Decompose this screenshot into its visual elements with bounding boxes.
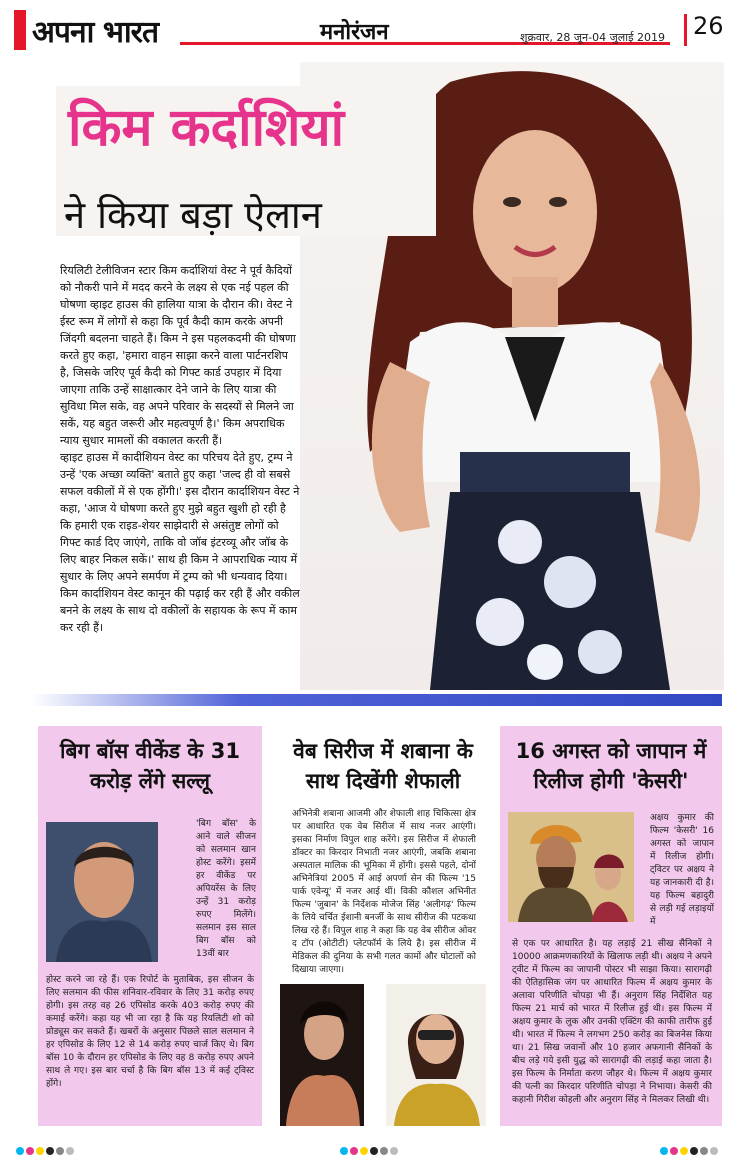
salman-intro-text: 'बिग बॉस' के आने वाले सीजन को सलमान खान होस्ट करेंगे। इसमें हर वीकेंड पर अपियरेंस के लिए उन्हें 31 करोड़ रुपए मिलेंगे। सलमान इस साल बिग बॉस को 13वीं बार (196, 819, 256, 959)
kesari-poster-illustration (508, 812, 634, 922)
cyan-dot (660, 1147, 668, 1155)
light-gray-dot (390, 1147, 398, 1155)
yellow-dot (680, 1147, 688, 1155)
salman-story-box (38, 726, 262, 1126)
kesari-body-text: से एक पर आधारित है। यह लड़ाई 21 सीख सैनिकों ने 10000 आक्रमणकारियों के खिलाफ लड़ी थी। अक्षय ने अपने ट्वीट में फिल्म का जापानी पोस्टर भी साझा किया। सारागढ़ी की ऐतिहासिक जंग पर आधारित फिल्म में अक्षय कुमार के अलावा परिणीति चोपड़ा भी हैं। अनुराग सिंह निर्देशित यह फिल्म 21 मार्च को भारत में रिलीज हुई थी। इस फिल्म में अक्षय कुमार के लुक और उनकी एक्टिंग की काफी तारीफ हुई थी। भारत में फिल्म ने लगभग 250 करोड़ का बिजनेस किया था। 21 सिख जवानों और 10 हजार अफगानी सैनिकों के बीच लड़े गये इसी युद्ध को सारागढ़ी की लड़ाई कहा जाता है। इस फिल्म के निर्माता करण जौहर थे। फिल्म में अक्षय कुमार की पत्नी का किरदार परिणीति चोपड़ा ने निभाया। केसरी की कहानी गिरीश कोहली और अनुराग सिंह ने मिलकर लिखी थी। (512, 939, 712, 1105)
kesari-intro-text: अक्षय कुमार की फिल्म 'केसरी' 16 अगस्त को जापान में रिलीज होगी। ट्विटर पर अक्षय ने यह जानकारी दी है। यह फिल्म बहादुरी से लड़ी गई लड़ाइयों में (650, 813, 714, 927)
story-paragraph: व्हाइट हाउस में कादीशियन वेस्ट का परिचय देते हुए, ट्रम्प ने उन्हें 'एक अच्छा व्यक्ति' बताते हुए कहा 'जल्द ही वो सबसे सफल वकीलों में से एक होंगी।' इस दौरान कार्दाशियन वेस्ट ने कहा, 'आज ये घोषणा करते हुए मुझे बहुत खुशी हो रही है कि हमारी एक राइड-शेयर साझेदारी से असंतुष्ट लोगों को गिफ्ट कार्ड दिए जाएंगे, ताकि वो जॉब इंटरव्यू और जॉब के लिए बाहर निकल सकें।' साथ ही किम ने आपराधिक न्याय में सुधार के लिए अपने समर्पण में ट्रम्प को भी धन्यवाद दिया। किम कार्दाशियन वेस्ट कानून की पढ़ाई कर रही हैं और वकील बनने के लक्ष्य के साथ दो वकीलों के सहायक के रूप में काम कर रही हैं। (60, 451, 300, 634)
shabana-photo-illustration (280, 984, 364, 1126)
yellow-dot (36, 1147, 44, 1155)
yellow-dot (360, 1147, 368, 1155)
kesari-story-box (500, 726, 722, 1126)
salman-photo-illustration (46, 822, 158, 962)
footer-registration-dots-right (660, 1140, 720, 1159)
shefali-photo (386, 984, 486, 1126)
black-dot (46, 1147, 54, 1155)
gray-dot (700, 1147, 708, 1155)
magenta-dot (350, 1147, 358, 1155)
page-number: 26 (693, 12, 724, 40)
footer-registration-dots-center (340, 1140, 400, 1159)
shabana-body-text: अभिनेत्री शबाना आजमी और शेफाली शाह चिकित्सा क्षेत्र पर आधारित एक वेब सिरीज में साथ नजर आएंगी। इसका निर्माण विपुल शाह करेंगे। इस सिरीज में शेफाली डॉक्टर का किरदार निभाती नजर आएंगी, जबकि शबाना अस्पताल मालिक की भूमिका में होंगी। इससे पहले, दोनों अभिनेत्रियां 2005 में आई अपर्णा सेन की फिल्म '15 पार्क एवेन्यू' में नजर आई थीं। विकी कौशल अभिनीत फिल्म 'जुबान' के निर्देशक मोजेज सिंह 'अलीगढ़' फिल्म के लिये चर्चित ईशानी बनर्जी के साथ सीरीज की पटकथा लिख रहे हैं। विपुल शाह ने कहा कि यह वेब सीरीज ओवर द टॉप (ओटीटी) प्लेटफॉर्म के लिये है। इस सीरीज में मेडिकल की दुनिया के सभी गलत कामों और घोटालों को दिखाया जाएगा। (292, 809, 476, 975)
shefali-photo-illustration (386, 984, 486, 1126)
section-title: मनोरंजन (320, 20, 389, 45)
footer-registration-dots-left (16, 1140, 76, 1159)
page-header (0, 0, 737, 60)
black-dot (370, 1147, 378, 1155)
section-divider-bar (32, 694, 722, 706)
light-gray-dot (710, 1147, 718, 1155)
magenta-dot (26, 1147, 34, 1155)
salman-headline: बिग बॉस वीकेंड के 31 करोड़ लेंगे सल्लू (60, 739, 240, 793)
page-number-divider (684, 14, 687, 46)
main-subheadline: ने किया बड़ा ऐलान (64, 193, 322, 237)
logo-mark (14, 10, 26, 50)
magenta-dot (670, 1147, 678, 1155)
issue-date: शुक्रवार, 28 जून-04 जुलाई 2019 (520, 31, 665, 44)
main-headline: किम कर्दाशियां (68, 98, 345, 158)
kesari-headline: 16 अगस्त को जापान में रिलीज होगी 'केसरी' (515, 739, 707, 793)
salman-photo (46, 822, 158, 962)
gray-dot (380, 1147, 388, 1155)
salman-body-text: होस्ट करने जा रहे हैं। एक रिपोर्ट के मुताबिक, इस सीजन के लिए सलमान की फीस शनिवार-रविवार के लिए 31 करोड़ रुपए होगी। इस तरह वह 26 एपिसोड करके 403 करोड़ रुपए की कमाई करेंगे। कहा यह भी जा रहा है कि यह रियलिटी शो को प्रोड्यूस कर सकते हैं। खबरों के अनुसार पिछले साल सलमान ने हर एपिसोड के लिए 12 से 14 करोड़ रुपए चार्ज किए थे। बिग बॉस 10 के दौरान हर एपिसोड के लिए वह 8 करोड़ रुपए अपने साथ ले गए। इस बार चर्चा है कि बिग बॉस 13 में कई ट्विस्ट होंगे। (46, 975, 254, 1089)
shabana-photo (280, 984, 364, 1126)
cyan-dot (340, 1147, 348, 1155)
main-story-body (60, 262, 300, 636)
gray-dot (56, 1147, 64, 1155)
light-gray-dot (66, 1147, 74, 1155)
shabana-headline: वेब सिरीज में शबाना के साथ दिखेंगी शेफाली (293, 739, 473, 793)
story-paragraph: रियलिटी टेलीविजन स्टार किम कर्दाशियां वेस्ट ने पूर्व कैदियों को नौकरी पाने में मदद करने के लक्ष्य से एक नई पहल की घोषणा व्हाइट हाउस की हालिया यात्रा के दौरान की। वेस्ट ने ईस्ट रूम में लोगों से कहा कि पूर्व कैदी काम करके अपनी जिंदगी बदलना चाहते हैं। किम ने इस पहलकदमी की घोषणा करते हुए कहा, 'हमारा वाहन साझा करने वाला पार्टनरशिप है, जिसके जरिए पूर्व कैदी को गिफ्ट कार्ड उपहार में दिया जाएगा ताकि उन्हें साक्षात्कार देने जाने के लिए यात्रा की सुविधा मिल सके, वह अपने परिवार के सदस्यों से मिलने जा सकें, यह बहुत जरूरी और महत्वपूर्ण है।' किम अपराधिक न्याय सुधार मामलों की वकालत करती हैं। (60, 264, 296, 447)
black-dot (690, 1147, 698, 1155)
shabana-story-box (278, 726, 488, 1126)
kesari-poster (508, 812, 634, 922)
newspaper-logo: अपना भारत (32, 15, 159, 50)
cyan-dot (16, 1147, 24, 1155)
